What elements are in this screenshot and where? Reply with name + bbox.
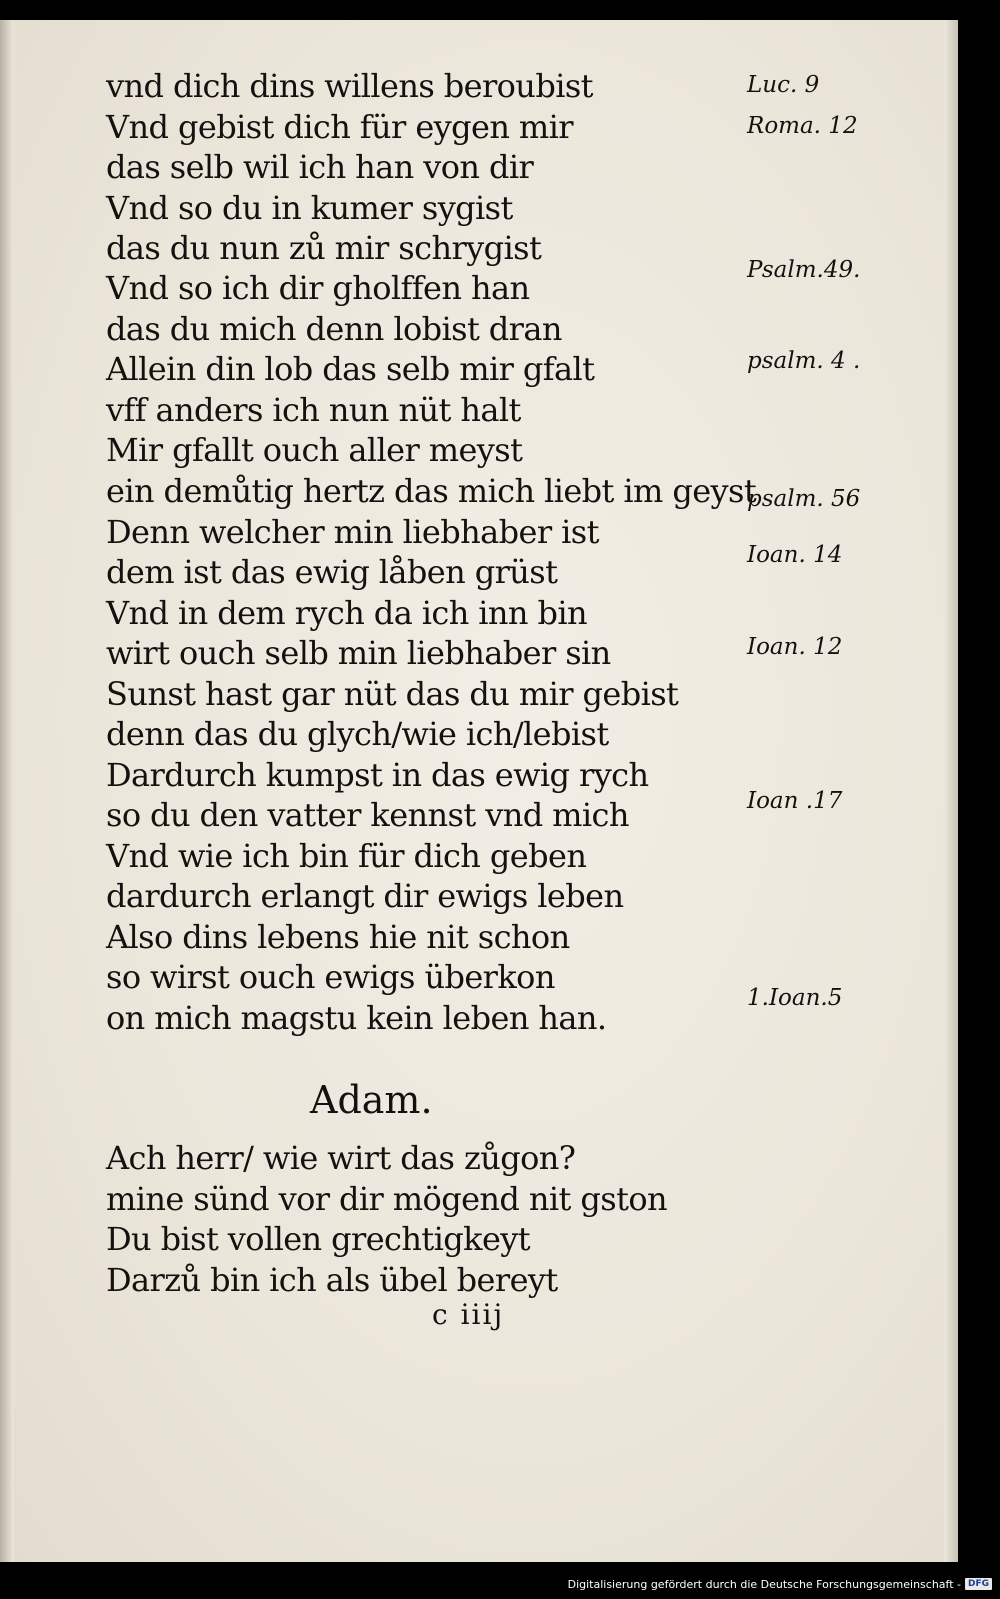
footer	[568, 1573, 992, 1595]
page-left-edge	[0, 20, 14, 1562]
verse-line: das du mich denn lobist dran	[106, 310, 562, 348]
verse-line: ein demůtig hertz das mich liebt im geyst	[106, 472, 757, 510]
verse-line: dardurch erlangt dir ewigs leben	[106, 877, 624, 915]
marginal-reference: Ioan. 14	[747, 542, 843, 568]
marginal-reference: 1.Ioan.5	[747, 985, 843, 1011]
signature-mark: c iiij	[432, 1298, 505, 1331]
marginal-reference: Ioan .17	[747, 788, 843, 814]
verse-line: Vnd so du in kumer sygist	[106, 189, 513, 227]
verse-line: Allein din lob das selb mir gfalt	[106, 350, 595, 388]
verse-line: Mir gfallt ouch aller meyst	[106, 431, 523, 469]
verse-line: Sunst hast gar nüt das du mir gebist	[106, 675, 679, 713]
verse-line: Ach herr/ wie wirt das zůgon?	[106, 1139, 576, 1177]
verse-line: vnd dich dins willens beroubist	[106, 67, 593, 105]
marginal-reference: Luc. 9	[747, 72, 820, 98]
verse-line: Du bist vollen grechtigkeyt	[106, 1220, 531, 1258]
page-right-edge	[944, 20, 958, 1562]
verse-line: Vnd gebist dich für eygen mir	[106, 108, 574, 146]
marginal-reference: Psalm.49.	[747, 257, 861, 283]
verse-line: on mich magstu kein leben han.	[106, 999, 607, 1037]
dfg-logo: DFG	[965, 1578, 992, 1590]
marginal-reference: psalm. 56	[747, 486, 861, 512]
marginal-reference: Ioan. 12	[747, 634, 843, 660]
verse-line: mine sünd vor dir mögend nit gston	[106, 1180, 668, 1218]
verse-line: vff anders ich nun nüt halt	[106, 391, 521, 429]
verse-line: Also dins lebens hie nit schon	[106, 918, 570, 956]
verse-line: das selb wil ich han von dir	[106, 148, 534, 186]
verse-line: so du den vatter kennst vnd mich	[106, 796, 629, 834]
marginal-reference: psalm. 4 .	[747, 348, 861, 374]
speaker-heading: Adam.	[310, 1078, 433, 1122]
verse-line: Darzů bin ich als übel bereyt	[106, 1261, 558, 1299]
verse-line: Dardurch kumpst in das ewig rych	[106, 756, 649, 794]
marginal-reference: Roma. 12	[747, 113, 858, 139]
verse-line: dem ist das ewig låben grüst	[106, 553, 558, 591]
verse-line: denn das du glych/wie ich/lebist	[106, 715, 609, 753]
footer-credit: Digitalisierung gefördert durch die Deutsche Forschungsgemeinschaft -	[567, 1577, 961, 1591]
verse-line: Denn welcher min liebhaber ist	[106, 513, 599, 551]
verse-line: das du nun zů mir schrygist	[106, 229, 542, 267]
verse-line: Vnd in dem rych da ich inn bin	[106, 594, 588, 632]
verse-line: so wirst ouch ewigs überkon	[106, 958, 555, 996]
verse-line: Vnd so ich dir gholffen han	[106, 269, 530, 307]
verse-line: Vnd wie ich bin für dich geben	[106, 837, 587, 875]
verse-line: wirt ouch selb min liebhaber sin	[106, 634, 611, 672]
